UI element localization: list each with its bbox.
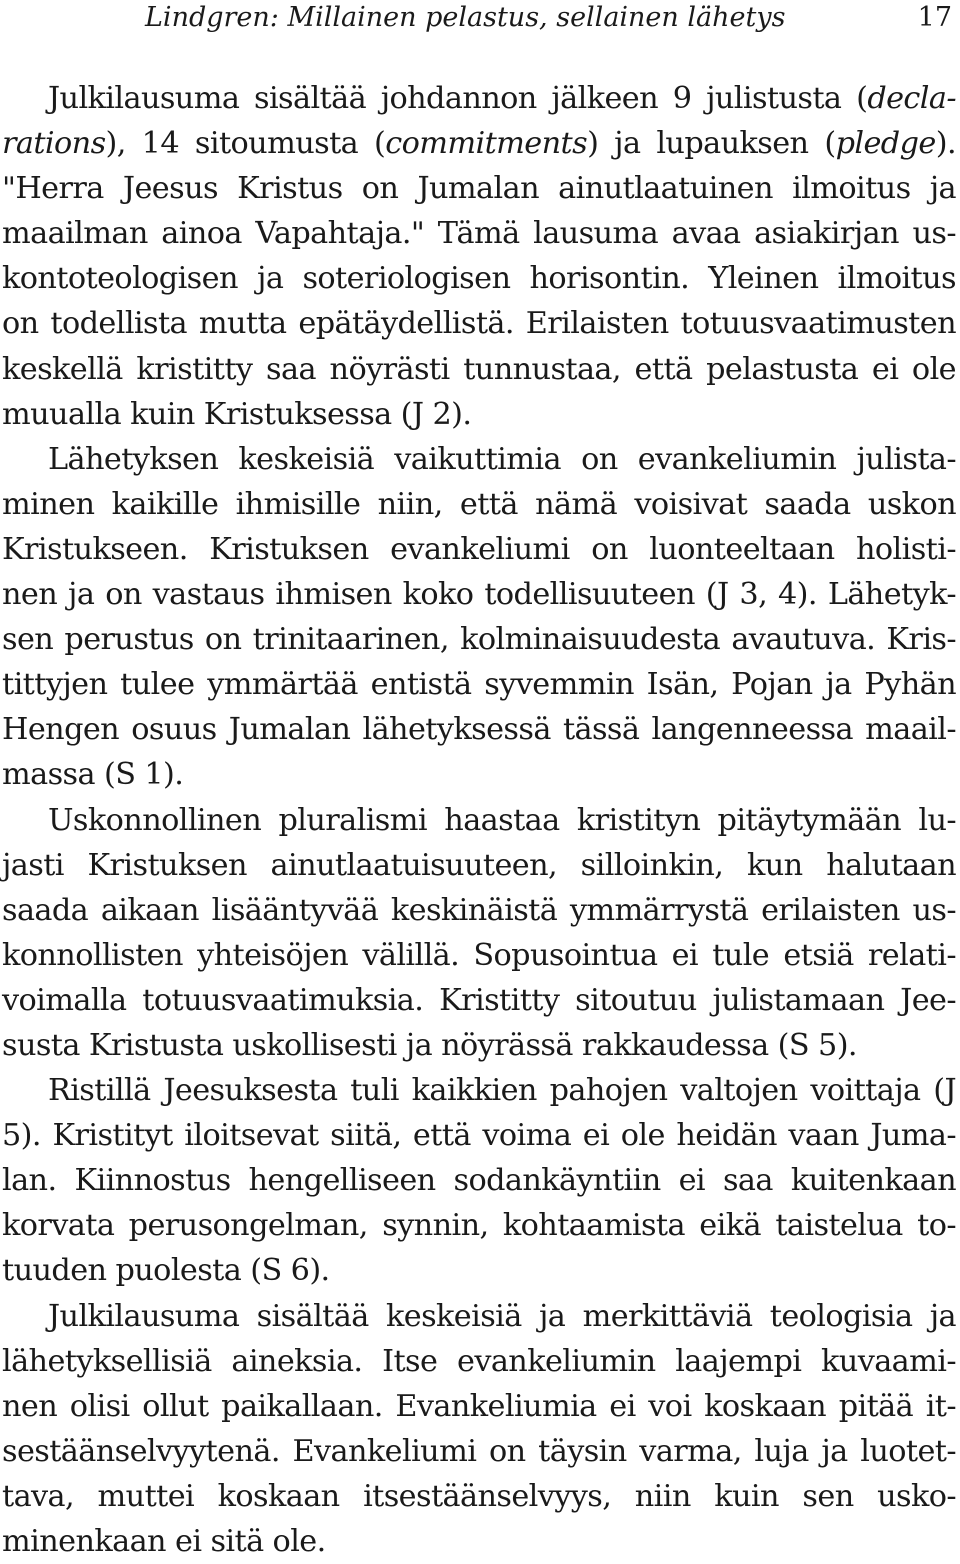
text-line <box>2 1158 956 1203</box>
text-line <box>2 1429 956 1474</box>
text-line <box>2 707 956 752</box>
paragraph <box>2 798 956 1069</box>
text-segment: Kristukseen. Kristuksen evankeliumi on luonteeltaan holisti- <box>2 531 956 567</box>
text-line <box>2 76 956 121</box>
text-line <box>2 1384 956 1429</box>
text-segment: massa (S 1). <box>2 757 184 793</box>
text-line <box>2 347 956 392</box>
text-segment: korvata perusongelman, synnin, kohtaamista eikä taistelua to- <box>2 1208 956 1244</box>
text-line <box>2 933 956 978</box>
text-segment: muualla kuin Kristuksessa (J 2). <box>2 396 472 432</box>
paragraph <box>2 1068 956 1293</box>
text-segment: maailman ainoa Vapahtaja." Tämä lausuma avaa asiakirjan us- <box>2 216 956 252</box>
italic-text: commitments <box>385 126 588 162</box>
text-segment: keskellä kristitty saa nöyrästi tunnustaa, että pelastusta ei ole <box>2 351 956 387</box>
text-segment: saada aikaan lisääntyvää keskinäistä ymmärrystä erilaisten us- <box>2 892 956 928</box>
italic-text: rations <box>2 126 106 162</box>
text-segment: minen kaikille ihmisille niin, että nämä voisivat saada uskon <box>2 486 956 522</box>
text-segment: kontoteologisen ja soteriologisen horisontin. Yleinen ilmoitus <box>2 261 956 297</box>
text-line <box>2 978 956 1023</box>
body-text <box>2 76 956 1564</box>
text-line <box>2 752 956 797</box>
text-segment: konnollisten yhteisöjen välillä. Sopusointua ei tule etsiä relati- <box>2 937 956 973</box>
text-line <box>2 527 956 572</box>
text-segment: ), 14 sitoumusta ( <box>105 126 386 162</box>
text-segment: tuuden puolesta (S 6). <box>2 1253 330 1289</box>
text-line <box>2 1248 956 1293</box>
text-segment: tittyjen tulee ymmärtää entistä syvemmin Isän, Pojan ja Pyhän <box>2 667 956 703</box>
text-line <box>2 662 956 707</box>
text-segment: sen perustus on trinitaarinen, kolminaisuudesta avautuva. Kris- <box>2 622 956 658</box>
text-segment: ) ja lupauksen ( <box>587 126 836 162</box>
text-line <box>2 1068 956 1113</box>
page-number: 17 <box>917 2 952 33</box>
text-segment: lähetyksellisiä aineksia. Itse evankeliumin laajempi kuvaami- <box>2 1343 956 1379</box>
text-line <box>2 121 956 166</box>
text-line <box>2 1294 956 1339</box>
italic-text: decla- <box>867 81 956 116</box>
paragraph <box>2 437 956 798</box>
text-segment: tava, muttei koskaan itsestäänselvyys, niin kuin sen usko- <box>2 1478 956 1514</box>
text-line <box>2 572 956 617</box>
text-line <box>2 1113 956 1158</box>
text-segment: voimalla totuusvaatimuksia. Kristitty sitoutuu julistamaan Jee- <box>2 982 956 1018</box>
text-segment: nen ja on vastaus ihmisen koko todellisuuteen (J 3, 4). Lähetyk- <box>2 577 956 613</box>
text-line <box>2 888 956 933</box>
text-segment: susta Kristusta uskollisesti ja nöyrässä rakkaudessa (S 5). <box>2 1027 857 1063</box>
text-segment: jasti Kristuksen ainutlaatuisuuteen, silloinkin, kun halutaan <box>2 847 956 883</box>
text-line <box>2 301 956 346</box>
text-line <box>2 166 956 211</box>
running-head <box>0 0 960 40</box>
text-line <box>2 256 956 301</box>
text-line <box>2 617 956 662</box>
text-line <box>2 211 956 256</box>
text-segment: ). <box>935 126 956 162</box>
text-line <box>2 1203 956 1248</box>
text-segment: Julkilausuma sisältää johdannon jälkeen 9 julistusta ( <box>48 81 868 116</box>
text-segment: Uskonnollinen pluralismi haastaa kristityn pitäytymään lu- <box>48 802 956 838</box>
paragraph <box>2 1294 956 1564</box>
paragraph <box>2 76 956 437</box>
text-segment: 5). Kristityt iloitsevat siitä, että voima ei ole heidän vaan Juma- <box>2 1118 956 1154</box>
text-line <box>2 482 956 527</box>
text-segment: "Herra Jeesus Kristus on Jumalan ainutlaatuinen ilmoitus ja <box>2 171 956 207</box>
text-segment: Ristillä Jeesuksesta tuli kaikkien pahojen valtojen voittaja (J <box>48 1073 956 1109</box>
running-title: Lindgren: Millainen pelastus, sellainen lähetys <box>145 2 786 33</box>
text-segment: Julkilausuma sisältää keskeisiä ja merkittäviä teologisia ja <box>48 1298 956 1334</box>
text-line <box>2 843 956 888</box>
text-segment: nen olisi ollut paikallaan. Evankeliumia ei voi koskaan pitää it- <box>2 1388 956 1424</box>
text-line <box>2 1474 956 1519</box>
italic-text: pledge <box>835 126 936 162</box>
text-line <box>2 1023 956 1068</box>
text-line <box>2 392 956 437</box>
text-line <box>2 1339 956 1384</box>
text-segment: sestäänselvyytenä. Evankeliumi on täysin varma, luja ja luotet- <box>2 1433 956 1469</box>
text-segment: minenkaan ei sitä ole. <box>2 1524 326 1559</box>
text-line <box>2 1519 956 1564</box>
text-segment: lan. Kiinnostus hengelliseen sodankäyntiin ei saa kuitenkaan <box>2 1163 956 1199</box>
text-segment: on todellista mutta epätäydellistä. Erilaisten totuusvaatimusten <box>2 306 956 342</box>
text-segment: Hengen osuus Jumalan lähetyksessä tässä langenneessa maail- <box>2 712 956 748</box>
text-segment: Lähetyksen keskeisiä vaikuttimia on evankeliumin julista- <box>48 441 956 477</box>
text-line <box>2 437 956 482</box>
text-line <box>2 798 956 843</box>
